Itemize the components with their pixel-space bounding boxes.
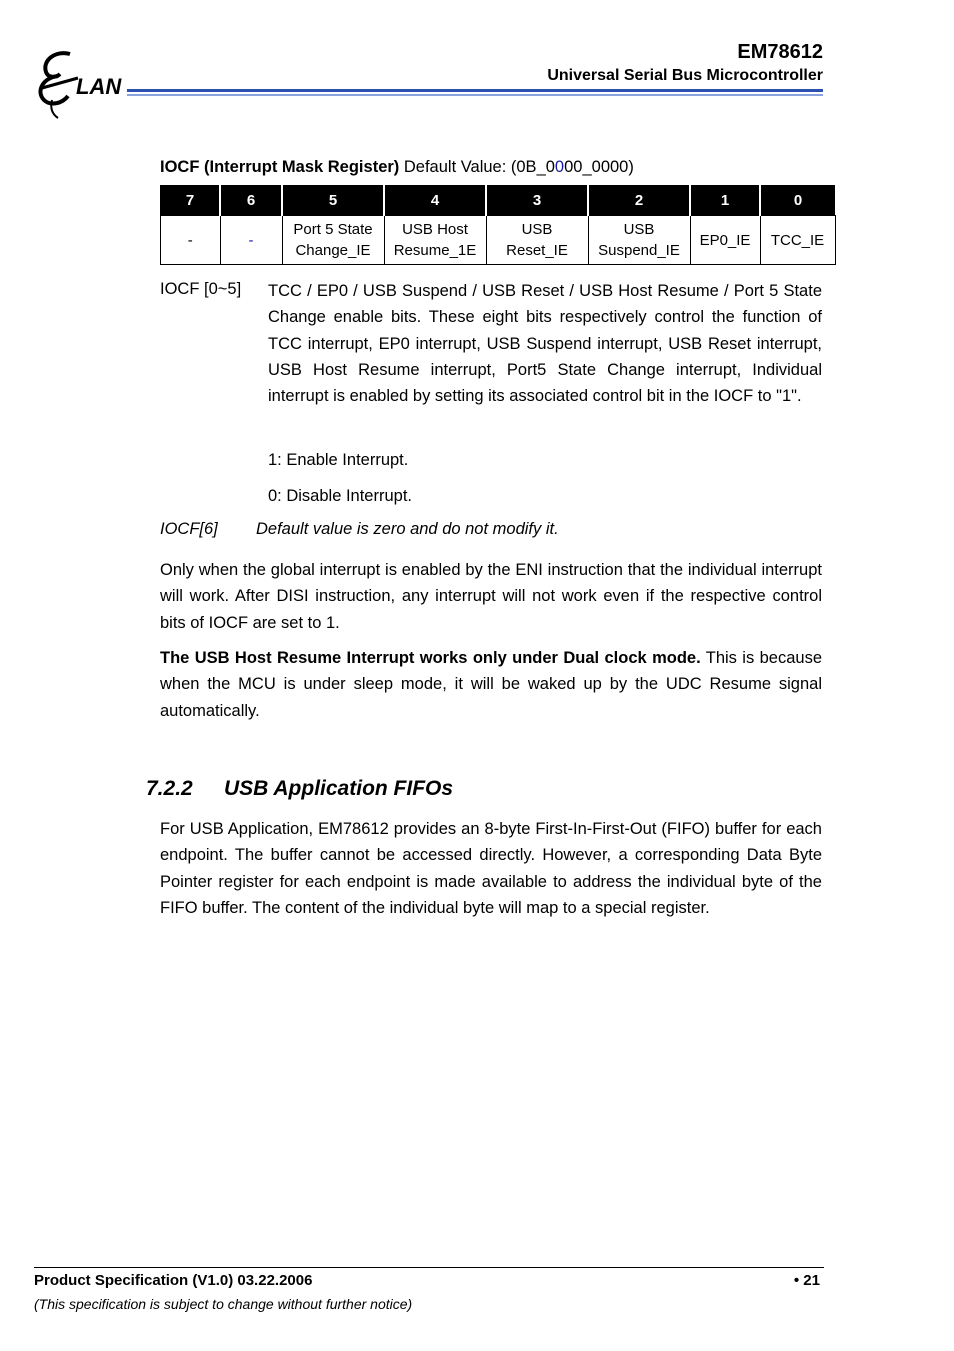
bit-field-line1: TCC_IE	[770, 231, 825, 249]
bit-header: 7	[161, 185, 221, 216]
footer-page-number: • 21	[793, 1272, 820, 1289]
register-title	[160, 158, 634, 177]
bit-field-cell	[220, 216, 282, 265]
bit-field-cell	[486, 216, 588, 265]
bit-field-cell	[760, 216, 835, 265]
doc-subtitle: Universal Serial Bus Microcontroller	[547, 67, 823, 84]
bit-field-cell	[588, 216, 690, 265]
bit-header: 4	[384, 185, 486, 216]
bit-field-cell	[384, 216, 486, 265]
section-title: USB Application FIFOs	[224, 777, 454, 800]
bit-number-row	[161, 185, 836, 216]
iocf-bits-label: IOCF [0~5]	[160, 280, 242, 298]
section-number: 7.2.2	[146, 777, 193, 800]
iocf6-label: IOCF[6]	[160, 520, 218, 538]
bit-header: 5	[282, 185, 384, 216]
logo-text: LAN	[76, 74, 122, 99]
header-rule-light	[127, 94, 823, 96]
register-bit-table	[160, 185, 836, 265]
host-resume-rest: This is because when the MCU is under sleep mode, it will be waked up by the UDC Resume signal automatically.	[160, 649, 822, 720]
bit-header: 6	[220, 185, 282, 216]
iocf-bits-description: TCC / EP0 / USB Suspend / USB Reset / USB Host Resume / Port 5 State Change enable bits. These eight bits respectively control the function of TCC interrupt, EP0 interrupt, USB Suspend interrupt, USB Reset interrupt, USB Host Resume interrupt, Port5 State Change interrupt, Individual interrupt is enabled by setting its associated control bit in the IOCF to "1".	[268, 282, 822, 406]
fifo-paragraph: For USB Application, EM78612 provides an 8-byte First-In-First-Out (FIFO) buffer for each endpoint. The buffer cannot be accessed directly. However, a corresponding Data Byte Pointer register for each endpoint is made available to address the individual byte of the FIFO buffer. The content of the individual byte will map to a special register.	[160, 820, 822, 917]
bit-field-cell	[690, 216, 760, 265]
bit-field-cell	[282, 216, 384, 265]
register-default-highlight: 0	[554, 158, 565, 176]
bit-header: 0	[760, 185, 835, 216]
header-rule-dark	[127, 89, 823, 92]
bit-field-line1: -	[187, 231, 193, 249]
enable-value: 1: Enable Interrupt.	[268, 451, 409, 469]
bit-field-line1: USB	[623, 221, 655, 238]
disable-value: 0: Disable Interrupt.	[268, 487, 412, 505]
footer-spec-version: Product Specification (V1.0) 03.22.2006	[34, 1272, 313, 1289]
register-default-suffix: 00_0000)	[564, 158, 634, 176]
host-resume-emphasis: The USB Host Resume Interrupt works only under Dual clock mode.	[160, 649, 701, 667]
bit-field-line1: Port 5 State	[293, 221, 373, 238]
doc-title: EM78612	[737, 41, 823, 63]
bit-field-line1: -	[248, 231, 254, 249]
bit-field-line2: Resume_1E	[393, 242, 477, 259]
host-resume-paragraph	[160, 645, 822, 724]
bit-field-line1: EP0_IE	[699, 231, 751, 249]
iocf6-description: Default value is zero and do not modify it.	[256, 520, 559, 538]
elan-logo	[34, 48, 134, 120]
footer-notice: (This specification is subject to change without further notice)	[34, 1296, 413, 1312]
bit-header: 3	[486, 185, 588, 216]
bit-field-cell	[161, 216, 221, 265]
register-default-prefix: Default Value: (0B_0	[399, 158, 555, 176]
bit-field-line2: Suspend_IE	[598, 242, 680, 259]
bit-field-line1: USB Host	[402, 221, 468, 238]
bit-field-line2: Reset_IE	[506, 242, 568, 259]
footer-rule	[34, 1267, 824, 1268]
bit-field-line2: Change_IE	[295, 242, 371, 259]
bit-field-line1: USB	[521, 221, 553, 238]
bit-header: 2	[588, 185, 690, 216]
bit-field-row	[161, 216, 836, 265]
bit-header: 1	[690, 185, 760, 216]
global-interrupt-paragraph: Only when the global interrupt is enabled by the ENI instruction that the individual interrupt will work. After DISI instruction, any interrupt will not work even if the respective control bits of IOCF are set to 1.	[160, 561, 822, 632]
register-name: IOCF (Interrupt Mask Register)	[160, 158, 400, 176]
